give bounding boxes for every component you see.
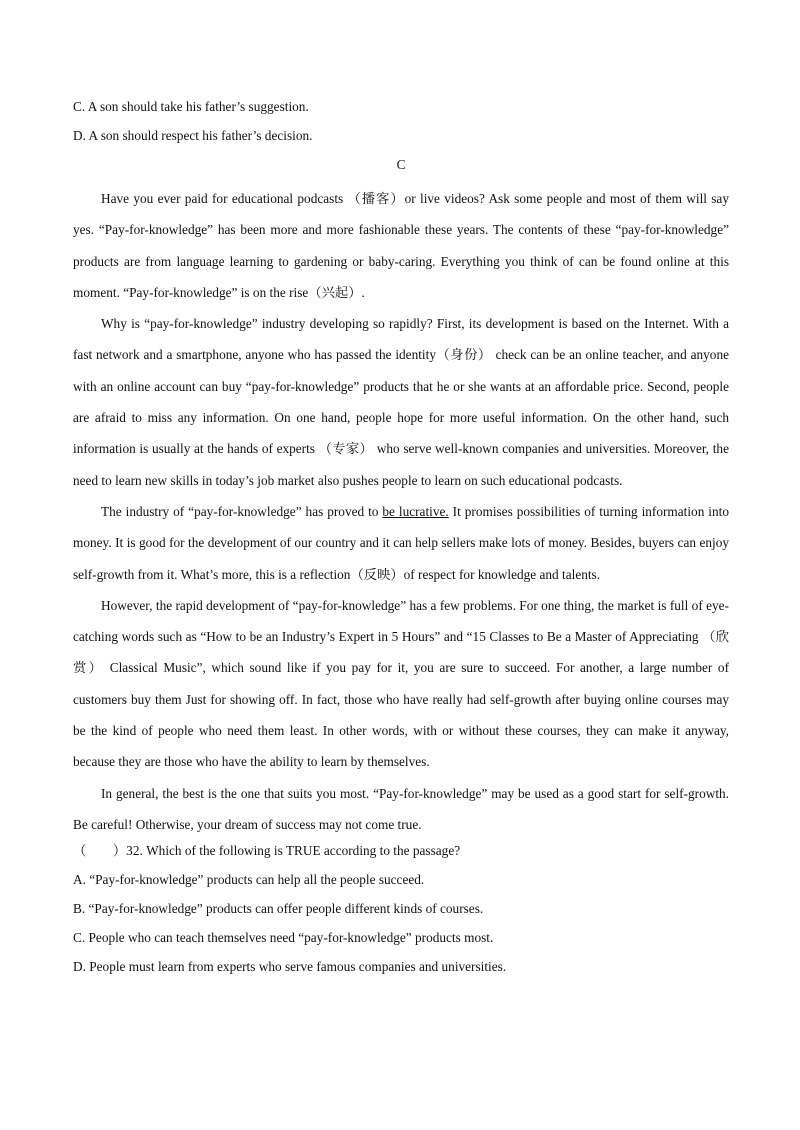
prev-question-option-c: C. A son should take his father’s suggestion.: [73, 99, 309, 114]
document-page: [73, 96, 729, 985]
question-32-option-a: A. “Pay-for-knowledge” products can help all the people succeed.: [73, 872, 425, 888]
passage-paragraph-4: However, the rapid development of “pay-for-knowledge” has a few problems. For one thing, the market is full of eye-catching words such as “How to be an Industry’s Expert in 5 Hours” and “15 Classes to Be a Master of Appreciating （欣赏） Classical Music”, which sound like if you pay for it, you are sure to succeed. For another, a large number of customers buy them Just for showing off. In fact, those who have really had self-growth after buying online courses may be the kind of people who need them least. In other words, with or without these courses, they can make it anyway, because they are those who have the ability to learn by themselves.: [73, 597, 729, 770]
question-32: [73, 840, 729, 985]
question-32-option-b: B. “Pay-for-knowledge” products can offer people different kinds of courses.: [73, 901, 484, 917]
question-32-option-c: C. People who can teach themselves need “pay-for-knowledge” products most.: [73, 930, 494, 946]
paragraph-3-before: The industry of “pay-for-knowledge” has proved to: [101, 503, 383, 519]
passage-paragraph-5: In general, the best is the one that suits you most. “Pay-for-knowledge” may be used as a good start for self-growth. Be careful! Otherwise, your dream of success may not come true.: [73, 785, 729, 832]
prev-question-option-d: D. A son should respect his father’s decision.: [73, 128, 313, 143]
question-32-option-d: D. People must learn from experts who serve famous companies and universities.: [73, 959, 507, 975]
question-32-stem: （ ）32. Which of the following is TRUE according to the passage?: [73, 843, 461, 859]
section-title: C: [396, 157, 406, 172]
underlined-phrase: be lucrative.: [382, 503, 449, 519]
paragraph-3-after: It promises possibilities of turning information into money. It is good for the development of our country and it can help sellers make lots of money. Besides, buyers can enjoy self-growth from it. What’s more, this is a reflection（反映）of respect for knowledge and talents.: [73, 503, 729, 582]
passage-paragraph-2: Why is “pay-for-knowledge” industry developing so rapidly? First, its development is based on the Internet. With a fast network and a smartphone, anyone who has passed the identity（身份） check can be an online teacher, and anyone with an online account can buy “pay-for-knowledge” products that he or she wants at an affordable price. Second, people are afraid to miss any information. On one hand, people hope for more useful information. On the other hand, such information is usually at the hands of experts （专家） who serve well-known companies and universities. Moreover, the need to learn new skills in today’s job market also pushes people to learn on such educational podcasts.: [73, 316, 729, 488]
passage-paragraph-1: Have you ever paid for educational podcasts （播客）or live videos? Ask some people and most of them will say yes. “Pay-for-knowledge” has been more and more fashionable these years. The contents of these “pay-for-knowledge” products are from language learning to gardening or baby-caring. Everything you think of can be found online at this moment. “Pay-for-knowledge” is on the rise（兴起）.: [73, 191, 729, 300]
passage-paragraph-3: [73, 496, 729, 590]
